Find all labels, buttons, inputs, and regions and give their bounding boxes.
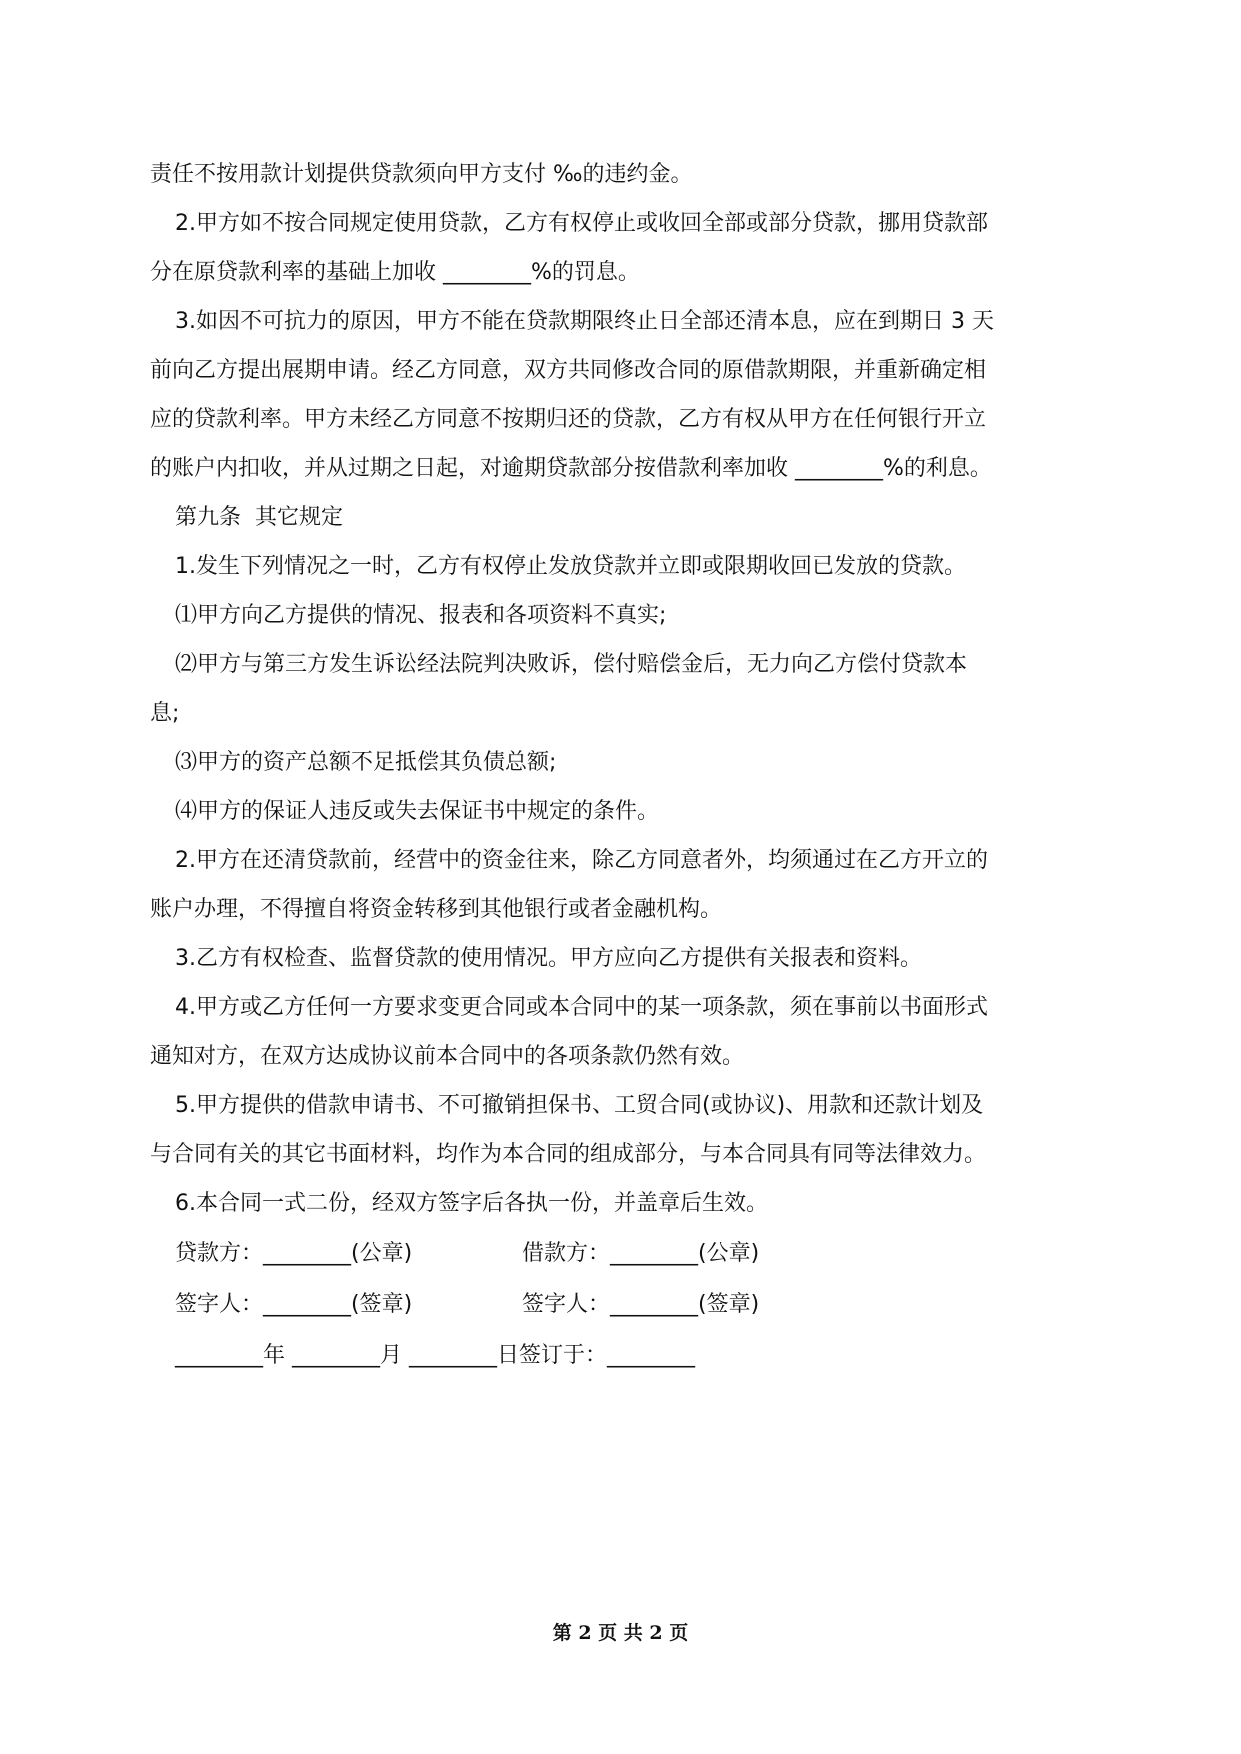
- text-line: 1.发生下列情况之一时，乙方有权停止发放贷款并立即或限期收回已发放的贷款。: [175, 554, 966, 579]
- contract-body: [150, 150, 1095, 1381]
- text-line: ⑶甲方的资产总额不足抵偿其负债总额;: [175, 750, 557, 775]
- text-line: 2.甲方在还清贷款前，经营中的资金往来，除乙方同意者外，均须通过在乙方开立的: [175, 848, 988, 873]
- text-line: 应的贷款利率。甲方未经乙方同意不按期归还的贷款，乙方有权从甲方在任何银行开立: [150, 407, 987, 432]
- text-line: 的账户内扣收，并从过期之日起，对逾期贷款部分按借款利率加收 ________%的利息。: [150, 456, 992, 481]
- text-line: 分在原贷款利率的基础上加收 ________%的罚息。: [150, 260, 640, 285]
- text-line: 6.本合同一式二份，经双方签字后各执一份，并盖章后生效。: [175, 1191, 768, 1216]
- borrower-seal-field: 借款方：________(公章): [522, 1241, 760, 1266]
- text-line: 4.甲方或乙方任何一方要求变更合同或本合同中的某一项条款，须在事前以书面形式: [175, 995, 988, 1020]
- section-heading: 第九条 其它规定: [175, 505, 343, 530]
- text-line: ⑵甲方与第三方发生诉讼经法院判决败诉，偿付赔偿金后，无力向乙方偿付贷款本: [175, 652, 968, 677]
- signature-row-parties: [150, 1228, 1095, 1279]
- page-number-footer: 第 2 页 共 2 页: [552, 1622, 689, 1644]
- signature-row-signers: [150, 1279, 1095, 1330]
- text-line: 5.甲方提供的借款申请书、不可撤销担保书、工贸合同(或协议)、用款和还款计划及: [175, 1093, 984, 1118]
- text-line: ⑷甲方的保证人违反或失去保证书中规定的条件。: [175, 799, 660, 824]
- text-line: ⑴甲方向乙方提供的情况、报表和各项资料不真实;: [175, 603, 667, 628]
- text-line: 账户办理，不得擅自将资金转移到其他银行或者金融机构。: [150, 897, 723, 922]
- lender-seal-field: 贷款方：________(公章): [175, 1241, 413, 1266]
- signing-date-field: ________年 ________月 ________日签订于：________: [175, 1343, 695, 1368]
- text-line: 3.乙方有权检查、监督贷款的使用情况。甲方应向乙方提供有关报表和资料。: [175, 946, 922, 971]
- lender-signer-field: 签字人：________(签章): [175, 1292, 413, 1317]
- text-line: 3.如因不可抗力的原因，甲方不能在贷款期限终止日全部还清本息，应在到期日 3 天: [175, 309, 994, 334]
- text-line: 息;: [150, 701, 180, 726]
- borrower-signer-field: 签字人：________(签章): [522, 1292, 760, 1317]
- text-line: 与合同有关的其它书面材料，均作为本合同的组成部分，与本合同具有同等法律效力。: [150, 1142, 987, 1167]
- text-line: 通知对方，在双方达成协议前本合同中的各项条款仍然有效。: [150, 1044, 745, 1069]
- text-line: 2.甲方如不按合同规定使用贷款，乙方有权停止或收回全部或部分贷款，挪用贷款部: [175, 211, 988, 236]
- text-line: 前向乙方提出展期申请。经乙方同意，双方共同修改合同的原借款期限，并重新确定相: [150, 358, 987, 383]
- signing-date-row: [150, 1330, 1095, 1381]
- text-line: 责任不按用款计划提供贷款须向甲方支付 ‰的违约金。: [150, 162, 693, 187]
